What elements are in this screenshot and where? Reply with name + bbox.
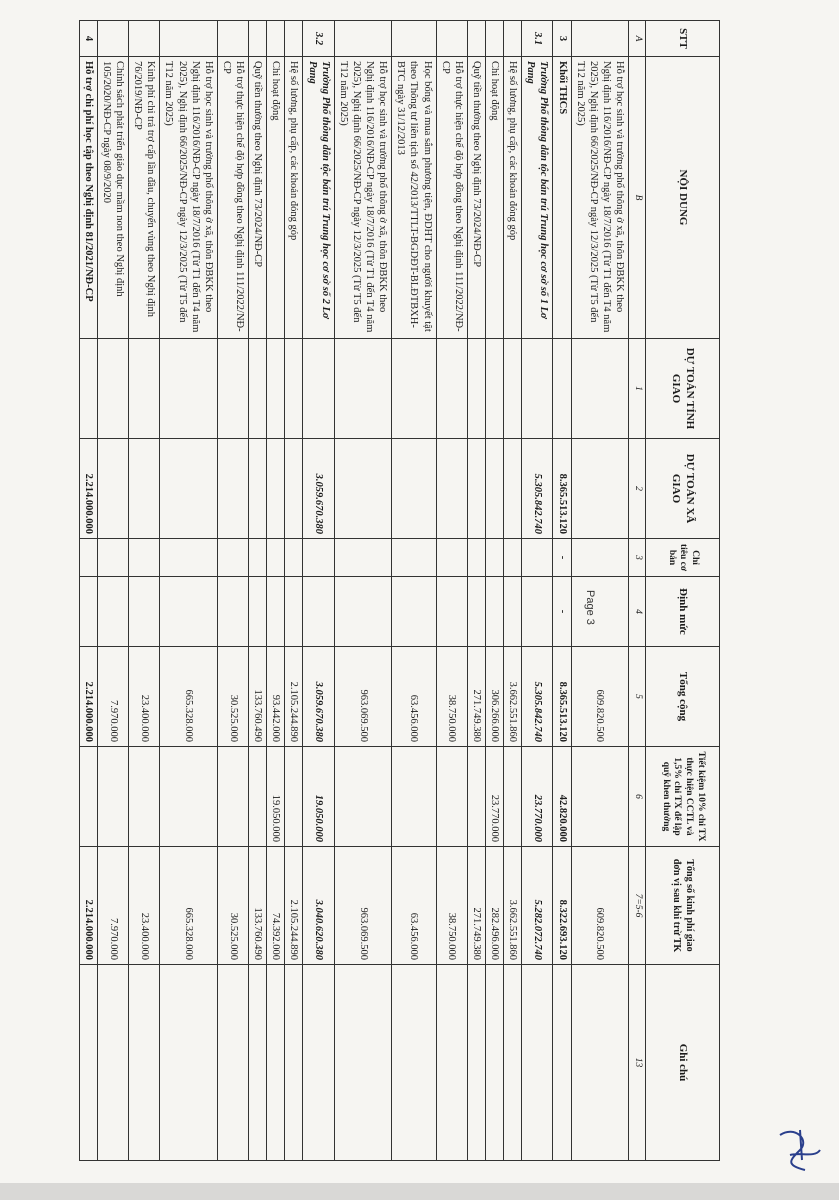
cell-dinhmuc: [97, 577, 128, 647]
header-tong-so: Tổng số kinh phí giao đơn vị sau khi trừ TK: [646, 847, 720, 965]
cell-ghichu: [571, 965, 629, 1161]
index-5: 5: [629, 647, 646, 747]
cell-ghichu: [303, 965, 334, 1161]
cell-dinhmuc: [217, 577, 248, 647]
cell-tietkiem: [217, 747, 248, 847]
cell-stt: [217, 21, 248, 57]
cell-xa: [217, 439, 248, 539]
cell-chitieu: [486, 539, 504, 577]
cell-ghichu: [553, 965, 571, 1161]
cell-dinhmuc: [129, 577, 160, 647]
cell-stt: [160, 21, 218, 57]
cell-chitieu: [504, 539, 522, 577]
cell-noidung: Hệ số lương, phụ cấp, các khoản đóng góp: [504, 57, 522, 339]
cell-dinhmuc: [160, 577, 218, 647]
cell-tinh: [129, 339, 160, 439]
cell-ghichu: [285, 965, 303, 1161]
table-row: [392, 21, 436, 1161]
cell-noidung: Hỗ trợ thực hiện chế độ hợp đồng theo Nghị định 111/2022/NĐ-CP: [436, 57, 467, 339]
cell-dinhmuc: [267, 577, 285, 647]
cell-tietkiem: 42.820.000: [553, 747, 571, 847]
cell-tietkiem: [467, 747, 485, 847]
cell-tongcong: 2.105.244.890: [285, 647, 303, 747]
cell-xa: 5.305.842.740: [522, 439, 553, 539]
cell-tongcong: 38.750.000: [436, 647, 467, 747]
cell-tongso: 963.069.500: [334, 847, 392, 965]
table-row: [79, 21, 97, 1161]
cell-dinhmuc: [467, 577, 485, 647]
header-ghi-chu: Ghi chú: [646, 965, 720, 1161]
cell-tinh: [160, 339, 218, 439]
cell-tietkiem: [249, 747, 267, 847]
cell-noidung: Chính sách phát triển giáo dục mầm non theo Nghị định 105/2020/NĐ-CP ngày 08/9/2020: [97, 57, 128, 339]
cell-tinh: [436, 339, 467, 439]
cell-tongcong: 609.820.500: [571, 647, 629, 747]
cell-tinh: [334, 339, 392, 439]
index-a: A: [629, 21, 646, 57]
cell-noidung: Hệ số lương, phụ cấp, các khoản đóng góp: [285, 57, 303, 339]
table-row: [504, 21, 522, 1161]
table-row: [285, 21, 303, 1161]
cell-xa: [392, 439, 436, 539]
cell-tongcong: 93.442.000: [267, 647, 285, 747]
cell-xa: [249, 439, 267, 539]
cell-chitieu: [217, 539, 248, 577]
index-13: 13: [629, 965, 646, 1161]
cell-chitieu: [392, 539, 436, 577]
cell-tongcong: 8.365.513.120: [553, 647, 571, 747]
cell-tongso: 5.282.072.740: [522, 847, 553, 965]
header-row: [646, 21, 720, 1161]
cell-ghichu: [249, 965, 267, 1161]
cell-tongso: 38.750.000: [436, 847, 467, 965]
table-row: [267, 21, 285, 1161]
cell-tongso: 23.400.000: [129, 847, 160, 965]
table-row: [571, 21, 629, 1161]
page-number: Page 3: [584, 590, 596, 625]
table-row: [249, 21, 267, 1161]
cell-tietkiem: [334, 747, 392, 847]
cell-stt: [267, 21, 285, 57]
cell-tongcong: 7.970.000: [97, 647, 128, 747]
index-1: 1: [629, 339, 646, 439]
header-dt-tinh: DỰ TOÁN TỈNH GIAO: [646, 339, 720, 439]
cell-xa: 2.214.000.000: [79, 439, 97, 539]
cell-tongcong: 271.749.380: [467, 647, 485, 747]
cell-chitieu: [97, 539, 128, 577]
cell-tongcong: 133.760.490: [249, 647, 267, 747]
cell-stt: [504, 21, 522, 57]
table-row: [303, 21, 334, 1161]
table-row: [553, 21, 571, 1161]
cell-tietkiem: [160, 747, 218, 847]
cell-chitieu: [436, 539, 467, 577]
cell-tongso: 282.496.000: [486, 847, 504, 965]
index-4: 4: [629, 577, 646, 647]
cell-tongso: 63.456.000: [392, 847, 436, 965]
header-chi-tieu: Chỉ tiêu cơ bản: [646, 539, 720, 577]
cell-tinh: [267, 339, 285, 439]
cell-tinh: [504, 339, 522, 439]
cell-tongcong: 3.059.670.380: [303, 647, 334, 747]
cell-tongcong: 63.456.000: [392, 647, 436, 747]
cell-tongcong: 963.069.500: [334, 647, 392, 747]
cell-chitieu: [79, 539, 97, 577]
cell-xa: [571, 439, 629, 539]
cell-stt: [334, 21, 392, 57]
cell-tongcong: 23.400.000: [129, 647, 160, 747]
cell-tietkiem: [392, 747, 436, 847]
cell-dinhmuc: [303, 577, 334, 647]
cell-ghichu: [392, 965, 436, 1161]
table-row: [129, 21, 160, 1161]
cell-tongso: 7.970.000: [97, 847, 128, 965]
cell-tietkiem: [129, 747, 160, 847]
cell-dinhmuc: [504, 577, 522, 647]
cell-noidung: Trường Phổ thông dân tộc bán trú Trung học cơ sở số 2 Lơ Pang: [303, 57, 334, 339]
rotated-table-container: [70, 20, 720, 1160]
cell-tietkiem: 19.050.000: [267, 747, 285, 847]
table-row: [522, 21, 553, 1161]
cell-tinh: [303, 339, 334, 439]
cell-tinh: [97, 339, 128, 439]
cell-stt: 4: [79, 21, 97, 57]
index-b: B: [629, 57, 646, 339]
table-row: [486, 21, 504, 1161]
index-3: 3: [629, 539, 646, 577]
cell-stt: [467, 21, 485, 57]
cell-noidung: Hỗ trợ thực hiện chế độ hợp đồng theo Nghị định 111/2022/NĐ-CP: [217, 57, 248, 339]
cell-noidung: Học bổng và mua sắm phương tiện, ĐDHT cho người khuyết tật theo Thông tư liên tịch số 42/2013/TTLT-BGDĐT-BLĐTBXH-BTC ngày 31/12/2013: [392, 57, 436, 339]
cell-tietkiem: 19.050.000: [303, 747, 334, 847]
cell-tongcong: 30.525.000: [217, 647, 248, 747]
cell-tinh: [249, 339, 267, 439]
cell-tongcong: 665.328.000: [160, 647, 218, 747]
cell-stt: [97, 21, 128, 57]
table-row: [160, 21, 218, 1161]
cell-xa: [129, 439, 160, 539]
cell-xa: 3.059.670.380: [303, 439, 334, 539]
table-row: [217, 21, 248, 1161]
table-row: [334, 21, 392, 1161]
cell-xa: [504, 439, 522, 539]
cell-ghichu: [97, 965, 128, 1161]
cell-tinh: [217, 339, 248, 439]
signature-mark: [770, 1120, 830, 1180]
cell-tongcong: 5.305.842.740: [522, 647, 553, 747]
cell-dinhmuc: [436, 577, 467, 647]
table-row: [97, 21, 128, 1161]
budget-table: [79, 20, 720, 1161]
cell-tongso: 665.328.000: [160, 847, 218, 965]
cell-ghichu: [486, 965, 504, 1161]
cell-dinhmuc: [571, 577, 629, 647]
cell-tinh: [392, 339, 436, 439]
cell-noidung: Kinh phí chi trả trợ cấp lần đầu, chuyển vùng theo Nghị định 76/2019/NĐ-CP: [129, 57, 160, 339]
cell-xa: 8.365.513.120: [553, 439, 571, 539]
table-row: [436, 21, 467, 1161]
cell-tongso: 30.525.000: [217, 847, 248, 965]
cell-ghichu: [522, 965, 553, 1161]
cell-tongcong: 306.266.000: [486, 647, 504, 747]
cell-chitieu: [303, 539, 334, 577]
cell-tinh: [553, 339, 571, 439]
cell-tietkiem: 23.770.000: [486, 747, 504, 847]
index-2: 2: [629, 439, 646, 539]
cell-tongcong: 2.214.000.000: [79, 647, 97, 747]
cell-dinhmuc: [285, 577, 303, 647]
cell-tongso: 74.392.000: [267, 847, 285, 965]
cell-tongso: 271.749.380: [467, 847, 485, 965]
cell-tinh: [522, 339, 553, 439]
cell-chitieu: [249, 539, 267, 577]
index-6: 6: [629, 747, 646, 847]
cell-xa: [334, 439, 392, 539]
cell-noidung: Hỗ trợ chi phí học tập theo Nghị định 81/2021/NĐ-CP: [79, 57, 97, 339]
cell-stt: [486, 21, 504, 57]
cell-ghichu: [334, 965, 392, 1161]
cell-noidung: Quỹ tiền thưởng theo Nghị định 73/2024/NĐ-CP: [249, 57, 267, 339]
cell-stt: 3.1: [522, 21, 553, 57]
cell-xa: [285, 439, 303, 539]
cell-chitieu: [285, 539, 303, 577]
cell-dinhmuc: [522, 577, 553, 647]
cell-ghichu: [217, 965, 248, 1161]
cell-xa: [436, 439, 467, 539]
index-7: 7=5-6: [629, 847, 646, 965]
cell-noidung: Khối THCS: [553, 57, 571, 339]
cell-ghichu: [436, 965, 467, 1161]
cell-dinhmuc: [334, 577, 392, 647]
cell-tietkiem: [97, 747, 128, 847]
cell-chitieu: [129, 539, 160, 577]
cell-tongso: 2.105.244.890: [285, 847, 303, 965]
cell-stt: [436, 21, 467, 57]
cell-xa: [486, 439, 504, 539]
cell-ghichu: [504, 965, 522, 1161]
cell-dinhmuc: [392, 577, 436, 647]
cell-stt: [285, 21, 303, 57]
cell-dinhmuc: -: [553, 577, 571, 647]
cell-stt: [571, 21, 629, 57]
cell-noidung: Hỗ trợ học sinh và trường phổ thông ở xã, thôn ĐBKK theo Nghị định 116/2016/NĐ-CP ngày 18/7/2016 (Từ T1 đến T4 năm 2025), Nghị định 66/2025/NĐ-CP ngày 12/3/2025 (Từ T5 đến T12 năm 2025): [571, 57, 629, 339]
cell-noidung: Hỗ trợ học sinh và trường phổ thông ở xã, thôn ĐBKK theo Nghị định 116/2016/NĐ-CP ngày 18/7/2016 (Từ T1 đến T4 năm 2025), Nghị định 66/2025/NĐ-CP ngày 12/3/2025 (Từ T5 đến T12 năm 2025): [334, 57, 392, 339]
header-dt-xa: DỰ TOÁN XÃ GIAO: [646, 439, 720, 539]
index-row: [629, 21, 646, 1161]
cell-tinh: [467, 339, 485, 439]
cell-xa: [267, 439, 285, 539]
cell-tietkiem: [571, 747, 629, 847]
cell-tietkiem: [504, 747, 522, 847]
cell-tongso: 2.214.000.000: [79, 847, 97, 965]
cell-tinh: [486, 339, 504, 439]
cell-tongcong: 3.662.551.860: [504, 647, 522, 747]
cell-chitieu: [334, 539, 392, 577]
cell-tongso: 3.040.620.380: [303, 847, 334, 965]
cell-stt: [249, 21, 267, 57]
header-stt: STT: [646, 21, 720, 57]
cell-chitieu: [467, 539, 485, 577]
cell-tietkiem: 23.770.000: [522, 747, 553, 847]
header-dinh-muc: Định mức: [646, 577, 720, 647]
cell-xa: [160, 439, 218, 539]
scan-bottom-edge: [0, 1183, 839, 1200]
cell-chitieu: [160, 539, 218, 577]
cell-stt: [129, 21, 160, 57]
cell-tinh: [571, 339, 629, 439]
cell-tongso: 609.820.500: [571, 847, 629, 965]
cell-tietkiem: [436, 747, 467, 847]
cell-chitieu: -: [553, 539, 571, 577]
cell-stt: 3: [553, 21, 571, 57]
cell-tietkiem: [79, 747, 97, 847]
cell-chitieu: [267, 539, 285, 577]
cell-ghichu: [129, 965, 160, 1161]
cell-tongso: 3.662.551.860: [504, 847, 522, 965]
cell-chitieu: [571, 539, 629, 577]
cell-tietkiem: [285, 747, 303, 847]
cell-stt: 3.2: [303, 21, 334, 57]
cell-dinhmuc: [486, 577, 504, 647]
cell-xa: [97, 439, 128, 539]
header-tiet-kiem: Tiết kiệm 10% chi TX thực hiện CCTL và 1,5% chi TX để lập quỹ khen thưởng: [646, 747, 720, 847]
cell-ghichu: [160, 965, 218, 1161]
cell-noidung: Trường Phổ thông dân tộc bán trú Trung học cơ sở số 1 Lơ Pang: [522, 57, 553, 339]
cell-noidung: Quỹ tiền thưởng theo Nghị định 73/2024/NĐ-CP: [467, 57, 485, 339]
cell-tongso: 8.322.693.120: [553, 847, 571, 965]
cell-dinhmuc: [79, 577, 97, 647]
cell-chitieu: [522, 539, 553, 577]
cell-ghichu: [467, 965, 485, 1161]
cell-xa: [467, 439, 485, 539]
cell-tongso: 133.760.490: [249, 847, 267, 965]
header-tong-cong: Tổng cộng: [646, 647, 720, 747]
cell-tinh: [285, 339, 303, 439]
cell-ghichu: [79, 965, 97, 1161]
cell-noidung: Chi hoạt động: [486, 57, 504, 339]
cell-noidung: Chi hoạt động: [267, 57, 285, 339]
cell-tinh: [79, 339, 97, 439]
cell-dinhmuc: [249, 577, 267, 647]
table-row: [467, 21, 485, 1161]
cell-ghichu: [267, 965, 285, 1161]
header-noidung: NỘI DUNG: [646, 57, 720, 339]
cell-noidung: Hỗ trợ học sinh và trường phổ thông ở xã, thôn ĐBKK theo Nghị định 116/2016/NĐ-CP ngày 18/7/2016 (Từ T1 đến T4 năm 2025), Nghị định 66/2025/NĐ-CP ngày 12/3/2025 (Từ T5 đến T12 năm 2025): [160, 57, 218, 339]
cell-stt: [392, 21, 436, 57]
